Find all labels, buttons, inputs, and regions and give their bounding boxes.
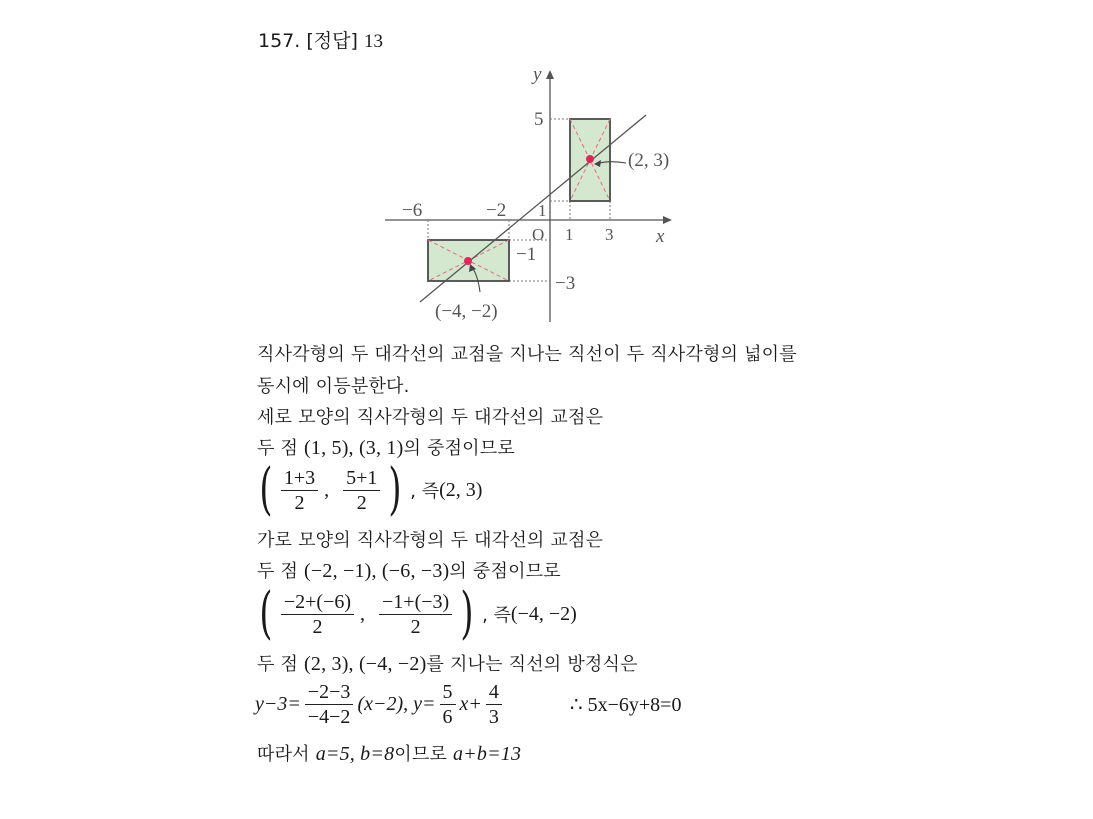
conclusion-values: a=5, b=8: [315, 743, 395, 765]
upper-point-label: (2, 3): [628, 150, 670, 171]
x-axis-arrow: [663, 216, 672, 224]
text-line-3: 세로 모양의 직사각형의 두 대각선의 교점은: [257, 407, 604, 428]
problem-header: [258, 26, 383, 53]
numerator: 5: [440, 680, 456, 705]
formula-2-after: , 즉: [482, 605, 511, 626]
denominator: −4−2: [307, 706, 351, 728]
slope-fraction: [305, 680, 354, 729]
left-paren: (: [259, 581, 273, 646]
lower-center-point: [464, 257, 472, 265]
answer-tag: [정답]: [306, 30, 358, 52]
bisecting-line: [420, 115, 646, 302]
tick-xneg2: −2: [486, 200, 507, 221]
tick-x3: 3: [605, 225, 614, 244]
fraction-2: [379, 590, 452, 639]
denominator: 3: [488, 706, 499, 728]
conclusion-result: a+b=13: [452, 743, 522, 765]
conclusion-mid: 이므로: [394, 744, 453, 765]
coordinate-figure: [380, 60, 700, 330]
numerator: 5+1: [343, 466, 380, 491]
text-line-7-prefix: 두 점: [257, 561, 305, 582]
slope-fraction-simplified: [440, 680, 456, 729]
conclusion-prefix: 따라서: [257, 744, 316, 765]
numerator: −2−3: [305, 680, 354, 705]
denominator: 2: [312, 615, 323, 638]
text-line-4-suffix: 의 중점이므로: [403, 438, 515, 459]
fraction-1: [281, 466, 318, 515]
denominator: 2: [356, 491, 367, 514]
text-line-9: [257, 650, 638, 676]
text-line-9-suffix: 를 지나는 직선의 방정식은: [426, 654, 638, 675]
tick-yneg3: −3: [555, 273, 576, 294]
text-line-9-prefix: 두 점: [257, 654, 305, 675]
text-line-9-math: (2, 3), (−4, −2): [304, 653, 427, 675]
text-line-4-prefix: 두 점: [257, 438, 305, 459]
text-line-4: [257, 434, 515, 460]
line-equation: [255, 680, 681, 729]
tick-yneg1: −1: [516, 244, 537, 265]
text-line-7-suffix: 의 중점이므로: [449, 561, 561, 582]
formula-midpoint-1: [255, 457, 483, 522]
left-paren: (: [259, 457, 273, 522]
x-axis-label: x: [656, 226, 665, 247]
denominator: 6: [442, 706, 453, 728]
problem-number: 157.: [258, 30, 301, 52]
y-axis-arrow: [546, 70, 554, 79]
numerator: −1+(−3): [379, 590, 452, 615]
formula-2-result: (−4, −2): [510, 602, 577, 625]
text-line-7-math: (−2, −1), (−6, −3): [304, 560, 450, 582]
text-line-11: [257, 740, 521, 766]
comma: ,: [324, 478, 330, 501]
denominator: 2: [410, 615, 421, 638]
tick-y1: 1: [538, 201, 547, 220]
equation-lhs: y−3=: [255, 693, 301, 715]
equation-therefore: ∴ 5x−6y+8=0: [569, 694, 682, 716]
equation-mid: (x−2), y=: [357, 693, 436, 715]
text-line-2: 동시에 이등분한다.: [257, 376, 410, 397]
text-line-6: 가로 모양의 직사각형의 두 대각선의 교점은: [257, 530, 604, 551]
formula-1-after: , 즉: [410, 481, 440, 502]
text-line-4-math: (1, 5), (3, 1): [304, 437, 404, 459]
y-axis-label: y: [533, 64, 542, 85]
intercept-fraction: [486, 680, 502, 729]
formula-midpoint-2: [255, 581, 577, 646]
equation-x: x+: [459, 693, 482, 715]
text-line-1: 직사각형의 두 대각선의 교점을 지나는 직선이 두 직사각형의 넓이를: [257, 344, 797, 365]
lower-point-label: (−4, −2): [435, 301, 498, 322]
fraction-1: [281, 590, 354, 639]
denominator: 2: [294, 491, 305, 514]
tick-x1: 1: [565, 225, 574, 244]
formula-1-result: (2, 3): [439, 478, 483, 501]
text-line-7: [257, 557, 561, 583]
comma: ,: [360, 602, 366, 625]
right-paren: ): [388, 457, 402, 522]
tick-y5: 5: [534, 109, 544, 130]
tick-origin: O: [532, 225, 545, 244]
answer-value: 13: [363, 31, 383, 52]
numerator: −2+(−6): [281, 590, 354, 615]
fraction-2: [343, 466, 380, 515]
numerator: 4: [486, 680, 502, 705]
tick-xneg6: −6: [402, 200, 423, 221]
right-paren: ): [460, 581, 474, 646]
upper-center-point: [586, 155, 594, 163]
numerator: 1+3: [281, 466, 318, 491]
